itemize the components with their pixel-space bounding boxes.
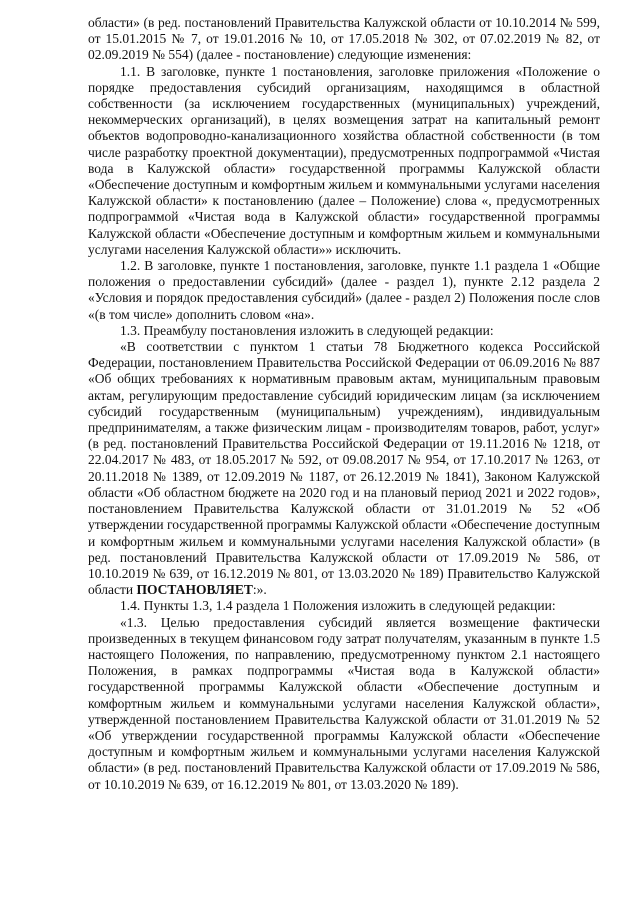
preamble-text: «В соответствии с пунктом 1 статьи 78 Бюджетного кодекса Российской Федерации, постановлением Правительства Российской Федерации от 06.09.2016 № 887 «Об общих требованиях к нормативным правовым актам, муниципальным правовым актам, регулирующим предоставление субсидий юридическим лицам (за исключением субсидий государственным (муниципальным) учреждениям), индивидуальным предпринимателям, а также физическим лицам - производителям товаров, работ, услуг» (в ред. постановлений Правительства Российской Федерации от 19.11.2016 № 1218, от 22.04.2017 № 483, от 18.05.2017 № 592, от 09.08.2017 № 954, от 17.10.2017 № 1263, от 20.11.2018 № 1389, от 12.09.2019 № 1187, от 26.12.2019 № 1841), Законом Калужской области «Об областном бюджете на 2020 год и на плановый период 2021 и 2022 годов», постановлением Правительства Калужской области от 31.01.2019 № 52 «Об утверждении государственной программы Калужской области «Обеспечение доступным и комфортным жильем и коммунальными услугами населения Калужской области» (в ред. постановлений Правительства Калужской области от 17.09.2019 № 586, от 10.10.2019 № 639, от 16.12.2019 № 801, от 13.03.2020 № 189) Правительство Калужской области (88, 339, 600, 598)
preamble-paragraph (88, 339, 600, 598)
item-1-4-text-paragraph: «1.3. Целью предоставления субсидий является возмещение фактически произведенных в текущем финансовом году затрат получателям, указанным в пункте 1.5 настоящего Положения, по направлению, предусмотренному пунктом 2.1 настоящего Положения, в рамках подпрограммы «Чистая вода в Калужской области» государственной программы Калужской области «Обеспечение доступным и комфортным жильем и коммунальными услугами населения Калужской области», утвержденной постановлением Правительства Калужской области от 31.01.2019 № 52 «Об утверждении государственной программы Калужской области «Обеспечение доступным и комфортным жильем и коммунальными услугами населения Калужской области» (в ред. постановлений Правительства Калужской области от 17.09.2019 № 586, от 10.10.2019 № 639, от 16.12.2019 № 801, от 13.03.2020 № 189). (88, 614, 600, 792)
item-1-3-paragraph: 1.3. Преамбулу постановления изложить в следующей редакции: (120, 322, 494, 338)
item-1-2-paragraph: 1.2. В заголовке, пункте 1 постановления, заголовке, пункте 1.1 раздела 1 «Общие положения о предоставлении субсидий» (далее - раздел 1), пункте 2.12 раздела 2 «Условия и порядок предоставления субсидий» (далее - раздел 2) Положения после слов «(в том числе» дополнить словом «на». (88, 258, 600, 322)
item-1-4-paragraph: 1.4. Пункты 1.3, 1.4 раздела 1 Положения изложить в следующей редакции: (120, 598, 556, 614)
preamble-decree-word: ПОСТАНОВЛЯЕТ (136, 582, 253, 598)
intro-paragraph: области» (в ред. постановлений Правительства Калужской области от 10.10.2014 № 599, от 15.01.2015 № 7, от 19.01.2016 № 10, от 17.05.2018 № 302, от 07.02.2019 № 82, от 02.09.2019 № 554) (далее - постановление) следующие изменения: (88, 15, 600, 63)
preamble-ending: :». (252, 582, 267, 598)
item-1-1-paragraph: 1.1. В заголовке, пункте 1 постановления, заголовке приложения «Положение о порядке предоставления субсидий организациям, находящимся в областной собственности (за исключением государственных (муниципальных) учреждений, некоммерческих организаций), в целях возмещения затрат на капитальный ремонт объектов водопроводно-канализационного хозяйства областной собственности (в том числе разработку проектной документации), предусмотренных подпрограммой «Чистая вода в Калужской области» государственной программы Калужской области «Обеспечение доступным и комфортным жильем и коммунальными услугами населения Калужской области» к постановлению (далее – Положение) слова «, предусмотренных подпрограммой «Чистая вода в Калужской области» государственной программы Калужской области «Обеспечение доступным и комфортным жильем и коммунальными услугами населения Калужской области»» исключить. (88, 63, 601, 257)
